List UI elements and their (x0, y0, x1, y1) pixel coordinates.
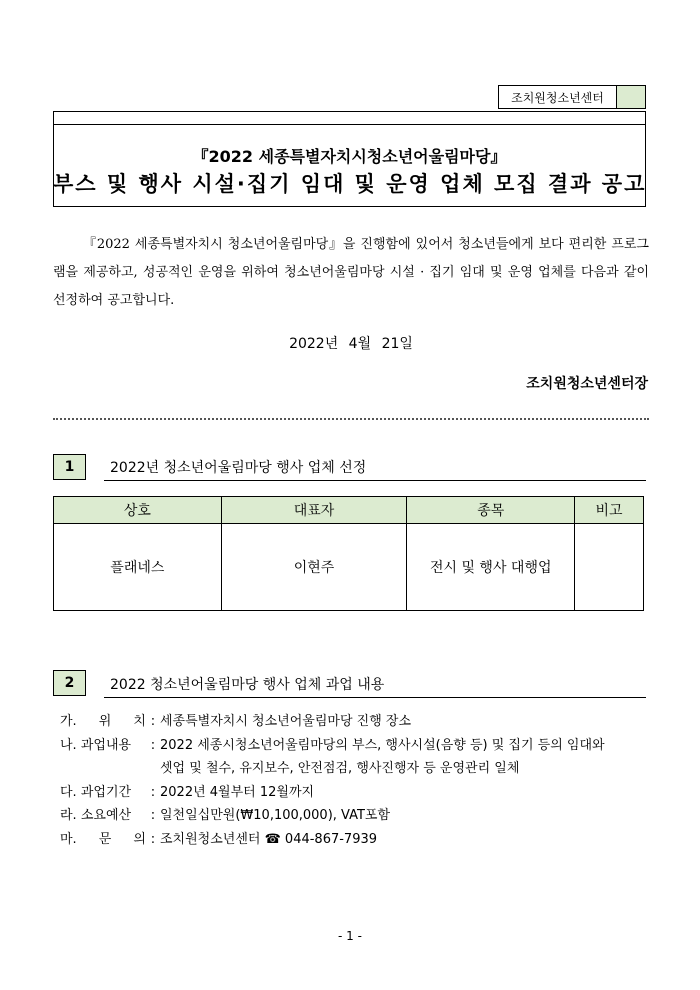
list-item: 마. 문 의 : 조치원청소년센터 ☎ 044-867-7939 (60, 828, 605, 852)
section-2-title: 2022 청소년어울림마당 행사 업체 과업 내용 (110, 677, 385, 693)
section-1-underline (104, 480, 646, 481)
selection-table (53, 496, 644, 611)
table-header-row (54, 497, 644, 524)
section-1-number: 1 (53, 454, 86, 480)
intro-paragraph: 『2022 세종특별자치시 청소년어울림마당』을 진행함에 있어서 청소년들에게 보다 편리한 프로그램을 제공하고, 성공적인 운영을 위하여 청소년어울림마당 시설 · 집기 임대 및 운영 업체를 다음과 같이 선정하여 공고합니다. (53, 237, 649, 308)
item-value: 2022 세종시청소년어울림마당의 부스, 행사시설(음향 등) 및 집기 등의 임대와 (160, 737, 605, 753)
cell-business-type: 전시 및 행사 대행업 (407, 524, 575, 611)
dotted-divider (53, 418, 649, 420)
notice-title: 부스 및 행사 시설·집기 임대 및 운영 업체 모집 결과 공고 (53, 172, 647, 196)
section-2-underline (104, 697, 646, 698)
list-item: 다. 과업기간 : 2022년 4월부터 12월까지 (60, 781, 605, 805)
col-header-business-type: 종목 (407, 497, 575, 524)
org-tag: 조치원청소년센터 (498, 85, 616, 109)
cell-remarks (575, 524, 644, 611)
signer: 조치원청소년센터장 (526, 376, 648, 392)
cell-company: 플래네스 (54, 524, 222, 611)
notice-date: 2022년 4월 21일 (289, 336, 413, 352)
col-header-representative: 대표자 (221, 497, 407, 524)
item-value: 2022년 4월부터 12월까지 (160, 784, 315, 800)
col-header-company: 상호 (54, 497, 222, 524)
item-label: 가. 위 치 (60, 714, 146, 729)
section-1-title: 2022년 청소년어울림마당 행사 업체 선정 (110, 460, 367, 476)
list-item: 가. 위 치 : 세종특별자치시 청소년어울림마당 진행 장소 (60, 710, 605, 734)
item-label: 라. 소요예산 (60, 808, 132, 823)
table-row (54, 524, 644, 611)
item-value: 조치원청소년센터 ☎ 044-867-7939 (160, 831, 378, 847)
section-2-number: 2 (53, 670, 86, 696)
task-details (60, 710, 605, 851)
item-label: 마. 문 의 (60, 831, 146, 847)
list-item-continuation (60, 757, 605, 781)
item-value-continued: 셋업 및 철수, 유지보수, 안전점검, 행사진행자 등 운영관리 일체 (160, 761, 520, 776)
item-label: 다. 과업기간 (60, 784, 132, 800)
col-header-remarks: 비고 (575, 497, 644, 524)
item-label: 나. 과업내용 (60, 737, 132, 753)
title-box-top-rule (53, 124, 646, 125)
list-item: 라. 소요예산 : 일천일십만원(₩10,100,000), VAT포함 (60, 804, 605, 828)
item-value: 일천일십만원(₩10,100,000), VAT포함 (160, 808, 391, 823)
cell-representative: 이현주 (221, 524, 407, 611)
list-item: 나. 과업내용 : 2022 세종시청소년어울림마당의 부스, 행사시설(음향 등) 및 집기 등의 임대와 (60, 734, 605, 758)
page-number: - 1 - (338, 929, 362, 943)
item-value: 세종특별자치시 청소년어울림마당 진행 장소 (160, 714, 411, 729)
org-tag-accent (616, 85, 646, 109)
event-title: 『2022 세종특별자치시청소년어울림마당』 (192, 147, 507, 166)
